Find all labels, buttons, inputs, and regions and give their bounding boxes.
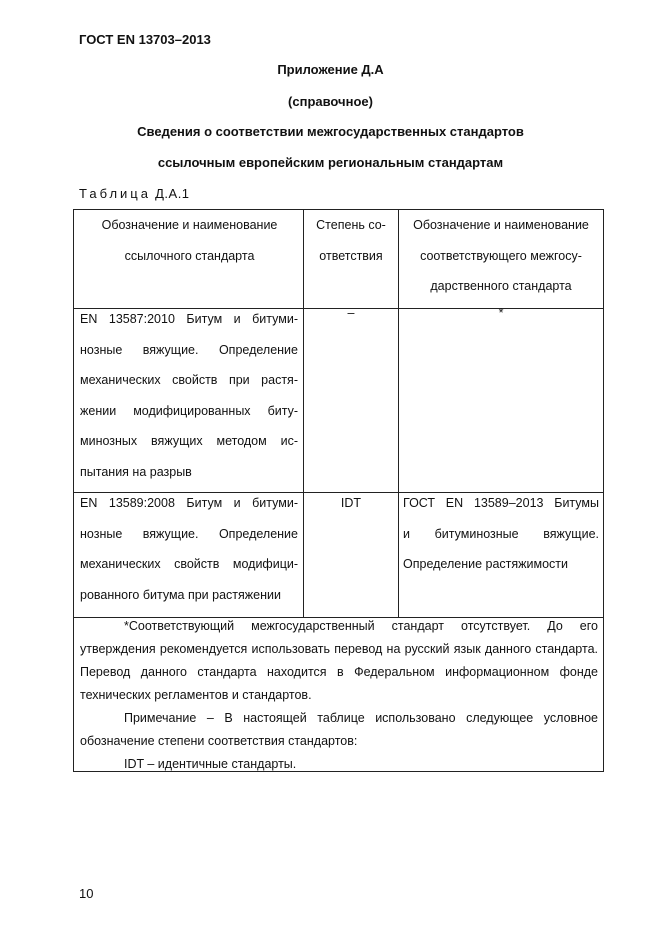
header-text-line: ссылочного стандарта	[124, 248, 255, 263]
row1-national-standard: *	[498, 306, 504, 320]
cell-text-line: EN 13587:2010 Битум и битуми-	[80, 312, 298, 326]
cell-text-line: жении модифицированных биту-	[80, 403, 298, 418]
row2-reference-standard	[80, 488, 298, 610]
cell-text-line: нозные вяжущие. Определение	[80, 342, 298, 357]
cell-text-line: минозных вяжущих методом ис-	[80, 434, 298, 448]
row2-degree: IDT	[340, 496, 362, 510]
page-number: 10	[79, 886, 94, 901]
legend-text: IDT – идентичные стандарты.	[124, 757, 297, 771]
header-text-line: соответствующего межгосу-	[420, 248, 582, 263]
appendix-subtitle: (справочное)	[288, 94, 373, 109]
appendix-heading-line1: Сведения о соответствии межгосударственных стандартов	[137, 124, 524, 139]
header-text-line: ответствия	[319, 248, 383, 263]
note-text: Примечание – В настоящей таблице использовано следующее условное обозначение степени соответствия стандартов:	[80, 711, 598, 748]
table-caption-number: Д.А.1	[155, 186, 190, 201]
footnote-text: *Соответствующий межгосударственный стандарт отсутствует. До его утверждения рекомендуется использовать перевод на русский язык данного стандарта. Перевод данного стандарта находится в Федеральном информационном фонде технических регламентов и стандартов.	[80, 619, 598, 702]
header-national-standard	[399, 210, 603, 302]
cell-text-line: механических свойств модифици-	[80, 557, 298, 571]
header-text-line: Обозначение и наименование	[413, 218, 589, 232]
cell-text-line: рованного битума при растяжении	[80, 587, 281, 602]
row1-degree: –	[347, 306, 355, 320]
cell-text-line: пытания на разрыв	[80, 464, 192, 479]
correspondence-table	[73, 209, 604, 772]
table-caption	[79, 186, 190, 201]
standard-id: ГОСТ EN 13703–2013	[79, 32, 211, 47]
cell-text-line: механических свойств при растя-	[80, 373, 298, 387]
header-degree	[304, 210, 398, 271]
header-text-line: Степень со-	[316, 218, 386, 232]
row1-reference-standard	[80, 304, 298, 487]
cell-text-line: и битуминозные вяжущие.	[403, 526, 599, 541]
header-text-line: Обозначение и наименование	[101, 218, 278, 232]
column-divider-1	[303, 210, 304, 617]
appendix-heading-line2: ссылочным европейским региональным стандартам	[157, 155, 504, 170]
table-footnotes	[80, 615, 598, 776]
cell-text-line: нозные вяжущие. Определение	[80, 526, 298, 541]
row2-national-standard	[403, 488, 599, 580]
cell-text-line: EN 13589:2008 Битум и битуми-	[80, 496, 298, 510]
header-text-line: дарственного стандарта	[430, 279, 572, 293]
appendix-title: Приложение Д.А	[277, 62, 384, 77]
cell-text-line: ГОСТ EN 13589–2013 Битумы	[403, 496, 599, 510]
cell-text-line: Определение растяжимости	[403, 557, 569, 571]
header-reference-standard	[80, 210, 299, 271]
table-caption-word: Таблица	[79, 186, 151, 201]
